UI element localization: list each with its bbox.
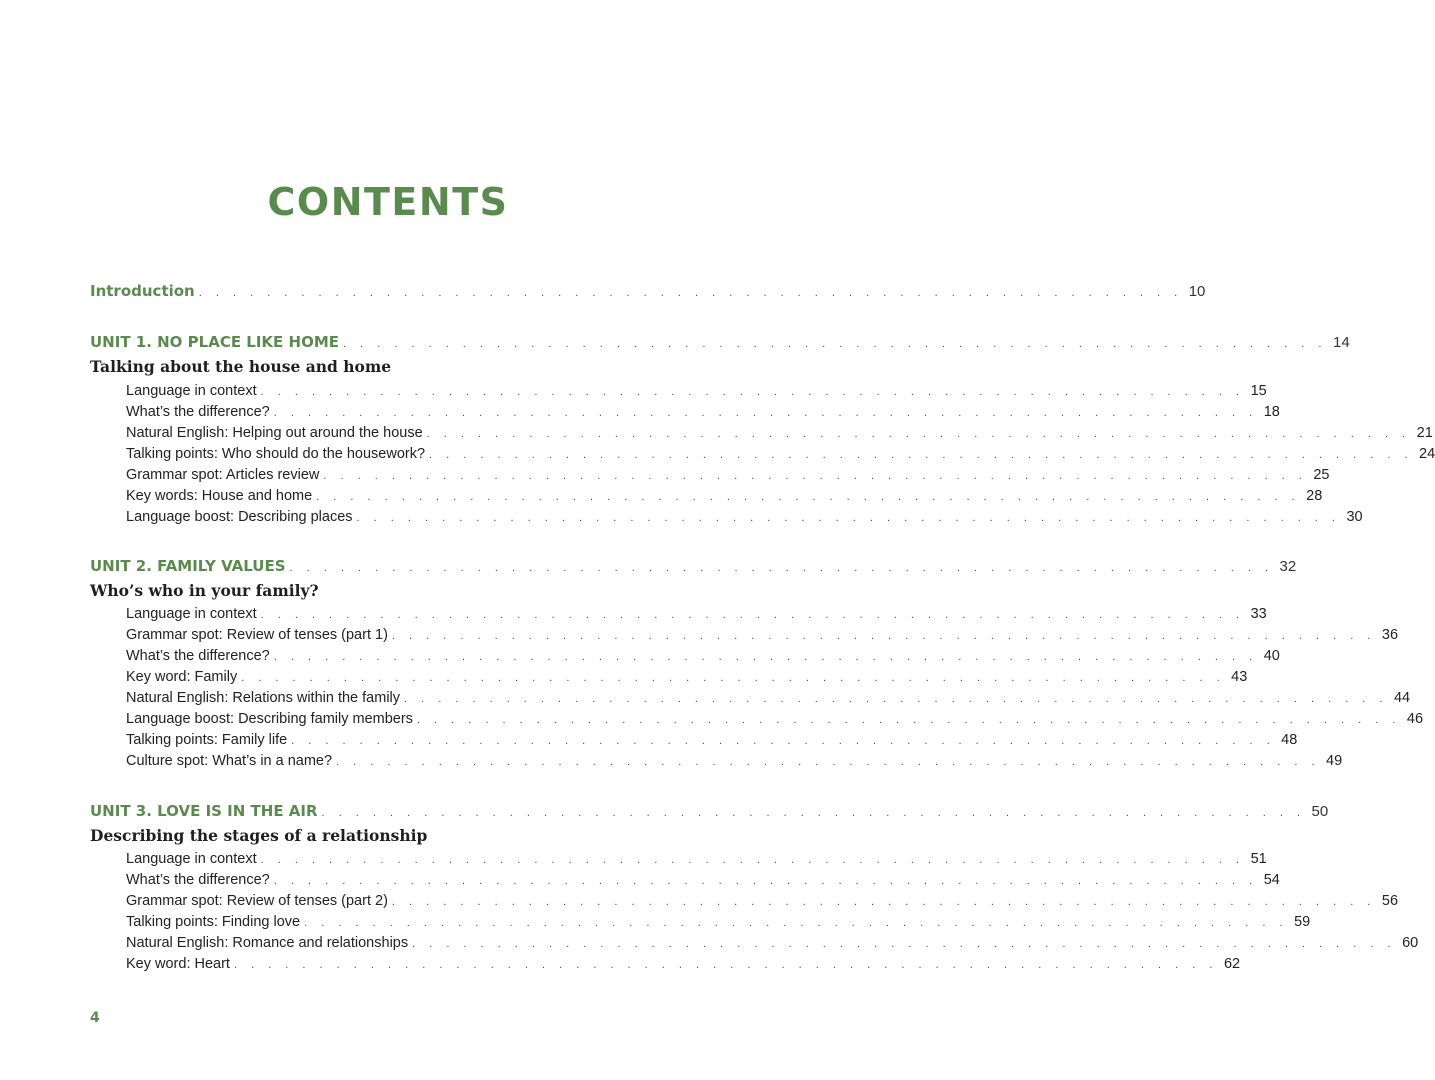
unit-subtitle: Who’s who in your family? xyxy=(90,581,319,600)
toc-entry[interactable] xyxy=(126,467,1330,487)
toc-entry-page: 48 xyxy=(1281,732,1298,748)
toc-unit-label: UNIT 3. LOVE IS IN THE AIR xyxy=(90,802,318,820)
toc-entry[interactable] xyxy=(126,851,1267,871)
dot-leader: . . . . . . . . . . . . . . . . . . . . . . . . . . . . . . . . . . . . . . . . . . . . . . . . . . . . . . . . . . xyxy=(316,491,1301,503)
toc-entry-label: Natural English: Helping out around the house xyxy=(126,425,423,441)
toc-entry[interactable] xyxy=(126,872,1280,892)
toc-entry[interactable] xyxy=(126,404,1280,424)
toc-unit-page: 14 xyxy=(1332,334,1350,351)
toc-entry-label: What’s the difference? xyxy=(126,648,270,664)
toc-entry-page: 15 xyxy=(1250,383,1267,399)
toc-entry-page: 28 xyxy=(1306,488,1323,504)
toc-entry-label: Natural English: Relations within the family xyxy=(126,690,401,706)
toc-entry[interactable] xyxy=(126,753,1343,773)
toc-entry[interactable] xyxy=(126,425,1433,445)
toc-entry-page: 10 xyxy=(1188,283,1206,300)
toc-entry[interactable] xyxy=(126,648,1280,668)
toc-entry-label: Culture spot: What’s in a name? xyxy=(126,753,333,769)
toc-unit-heading[interactable] xyxy=(90,557,1297,577)
toc-entry-label: What’s the difference? xyxy=(126,872,270,888)
toc-unit-label: UNIT 1. NO PLACE LIKE HOME xyxy=(90,333,340,351)
toc-entry[interactable] xyxy=(126,690,1411,710)
toc-entry-page: 62 xyxy=(1223,956,1241,972)
dot-leader: . . . . . . . . . . . . . . . . . . . . . . . . . . . . . . . . . . . . . . . . . . . . . . . . . . . . . . . . . . xyxy=(241,672,1226,684)
toc-entry-label: Key word: Family xyxy=(126,669,238,685)
dot-leader: . . . . . . . . . . . . . . . . . . . . . . . . . . . . . . . . . . . . . . . . . . . . . . . . . . . . . . . . . . xyxy=(356,512,1341,524)
toc-unit-page: 50 xyxy=(1311,803,1329,820)
page-title: CONTENTS xyxy=(267,180,509,224)
dot-leader: . . . . . . . . . . . . . . . . . . . . . . . . . . . . . . . . . . . . . . . . . . . . . . . . . . . . . . . . . . xyxy=(273,875,1258,887)
toc-entry[interactable] xyxy=(126,711,1424,731)
toc-entry-label: Grammar spot: Review of tenses (part 2) xyxy=(126,893,388,909)
toc-entry[interactable] xyxy=(126,669,1248,689)
toc-entry[interactable] xyxy=(126,914,1311,934)
toc-entry[interactable] xyxy=(126,606,1267,626)
toc-entry-label: Talking points: Finding love xyxy=(126,914,301,930)
toc-entry-label: Grammar spot: Articles review xyxy=(126,467,320,483)
toc-entry-page: 56 xyxy=(1381,893,1399,909)
toc-entry-label: Talking points: Family life xyxy=(126,732,288,748)
toc-unit-label: UNIT 2. FAMILY VALUES xyxy=(90,557,286,575)
toc-entry-introduction[interactable] xyxy=(90,282,1206,302)
toc-entry-page: 25 xyxy=(1313,467,1330,483)
toc-entry-label: Grammar spot: Review of tenses (part 1) xyxy=(126,627,388,643)
toc-entry-label: What’s the difference? xyxy=(126,404,270,420)
toc-entry[interactable] xyxy=(126,383,1267,403)
dot-leader: . . . . . . . . . . . . . . . . . . . . . . . . . . . . . . . . . . . . . . . . . . . . . . . . . . . . . . . . . . xyxy=(343,338,1327,350)
toc-entry-page: 18 xyxy=(1263,404,1280,420)
toc-entry[interactable] xyxy=(126,446,1435,466)
toc-entry-page: 60 xyxy=(1402,935,1419,951)
toc-entry-page: 49 xyxy=(1326,753,1343,769)
toc-entry-label: Talking points: Who should do the housework? xyxy=(126,446,426,462)
dot-leader: . . . . . . . . . . . . . . . . . . . . . . . . . . . . . . . . . . . . . . . . . . . . . . . . . . . . . . . . . . xyxy=(321,807,1306,819)
dot-leader: . . . . . . . . . . . . . . . . . . . . . . . . . . . . . . . . . . . . . . . . . . . . . . . . . . . . . . . . . . xyxy=(323,470,1308,482)
toc-entry[interactable] xyxy=(126,893,1399,913)
toc-entry-label: Natural English: Romance and relationships xyxy=(126,935,409,951)
toc-entry-page: 33 xyxy=(1250,606,1267,622)
dot-leader: . . . . . . . . . . . . . . . . . . . . . . . . . . . . . . . . . . . . . . . . . . . . . . . . . . . . . . . . . . xyxy=(233,959,1218,971)
toc-entry-page: 43 xyxy=(1231,669,1248,685)
dot-leader: . . . . . . . . . . . . . . . . . . . . . . . . . . . . . . . . . . . . . . . . . . . . . . . . . . . . . . . . . . xyxy=(273,651,1258,663)
toc-entry[interactable] xyxy=(126,509,1363,529)
toc-entry[interactable] xyxy=(126,935,1419,955)
toc-entry[interactable] xyxy=(126,732,1298,752)
dot-leader: . . . . . . . . . . . . . . . . . . . . . . . . . . . . . . . . . . . . . . . . . . . . . . . . . . . . . . . . . . xyxy=(429,449,1414,461)
toc-entry-page: 54 xyxy=(1263,872,1280,888)
toc-entry-page: 59 xyxy=(1294,914,1311,930)
toc-entry-label: Language in context xyxy=(126,851,257,867)
dot-leader: . . . . . . . . . . . . . . . . . . . . . . . . . . . . . . . . . . . . . . . . . . . . . . . . . . . . . . . . . . xyxy=(391,896,1376,908)
unit-subtitle: Describing the stages of a relationship xyxy=(90,826,428,845)
toc-entry-label: Language in context xyxy=(126,383,257,399)
dot-leader: . . . . . . . . . . . . . . . . . . . . . . . . . . . . . . . . . . . . . . . . . . . . . . . . . . . . . . . . . . xyxy=(289,562,1274,574)
toc-unit-page: 32 xyxy=(1279,558,1297,575)
toc-entry-page: 40 xyxy=(1263,648,1280,664)
toc-entry-page: 24 xyxy=(1419,446,1435,462)
dot-leader: . . . . . . . . . . . . . . . . . . . . . . . . . . . . . . . . . . . . . . . . . . . . . . . . . . . . . . . . . . xyxy=(291,735,1276,747)
toc-entry-label: Key word: Heart xyxy=(126,956,230,972)
dot-leader: . . . . . . . . . . . . . . . . . . . . . . . . . . . . . . . . . . . . . . . . . . . . . . . . . . . . . . . . . . xyxy=(304,917,1289,929)
toc-entry-page: 51 xyxy=(1250,851,1267,867)
unit-subtitle: Talking about the house and home xyxy=(90,357,392,376)
toc-entry-page: 30 xyxy=(1346,509,1363,525)
dot-leader: . . . . . . . . . . . . . . . . . . . . . . . . . . . . . . . . . . . . . . . . . . . . . . . . . . . . . . . . . . xyxy=(336,756,1321,768)
toc-entry-page: 44 xyxy=(1393,690,1411,706)
toc-entry[interactable] xyxy=(126,488,1323,508)
toc-unit-heading[interactable] xyxy=(90,333,1350,353)
dot-leader: . . . . . . . . . . . . . . . . . . . . . . . . . . . . . . . . . . . . . . . . . . . . . . . . . . . . . . . . . . xyxy=(273,407,1258,419)
toc-entry[interactable] xyxy=(126,956,1241,976)
dot-leader: . . . . . . . . . . . . . . . . . . . . . . . . . . . . . . . . . . . . . . . . . . . . . . . . . . . . . . . . . . xyxy=(260,386,1245,398)
dot-leader: . . . . . . . . . . . . . . . . . . . . . . . . . . . . . . . . . . . . . . . . . . . . . . . . . . . . . . . . . . xyxy=(260,854,1245,866)
dot-leader: . . . . . . . . . . . . . . . . . . . . . . . . . . . . . . . . . . . . . . . . . . . . . . . . . . . . . . . . . . xyxy=(426,428,1411,440)
toc-unit-heading[interactable] xyxy=(90,802,1329,822)
dot-leader: . . . . . . . . . . . . . . . . . . . . . . . . . . . . . . . . . . . . . . . . . . . . . . . . . . . . . . . . . . xyxy=(412,938,1397,950)
dot-leader: . . . . . . . . . . . . . . . . . . . . . . . . . . . . . . . . . . . . . . . . . . . . . . . . . . . . . . . . . . xyxy=(404,693,1388,705)
dot-leader: . . . . . . . . . . . . . . . . . . . . . . . . . . . . . . . . . . . . . . . . . . . . . . . . . . . . . . . . . . xyxy=(198,287,1183,299)
toc-entry-label: Key words: House and home xyxy=(126,488,313,504)
toc-entry-page: 21 xyxy=(1416,425,1433,441)
dot-leader: . . . . . . . . . . . . . . . . . . . . . . . . . . . . . . . . . . . . . . . . . . . . . . . . . . . . . . . . . . xyxy=(391,630,1376,642)
toc-entry-label: Language boost: Describing family members xyxy=(126,711,413,727)
page-number: 4 xyxy=(90,1010,100,1026)
toc-entry-label: Language boost: Describing places xyxy=(126,509,353,525)
toc-entry-label: Introduction xyxy=(90,282,195,300)
toc-entry-page: 46 xyxy=(1406,711,1424,727)
toc-entry[interactable] xyxy=(126,627,1399,647)
toc-entry-label: Language in context xyxy=(126,606,257,622)
dot-leader: . . . . . . . . . . . . . . . . . . . . . . . . . . . . . . . . . . . . . . . . . . . . . . . . . . . . . . . . . . xyxy=(260,609,1245,621)
dot-leader: . . . . . . . . . . . . . . . . . . . . . . . . . . . . . . . . . . . . . . . . . . . . . . . . . . . . . . . . . . xyxy=(416,714,1401,726)
toc-entry-page: 36 xyxy=(1381,627,1399,643)
